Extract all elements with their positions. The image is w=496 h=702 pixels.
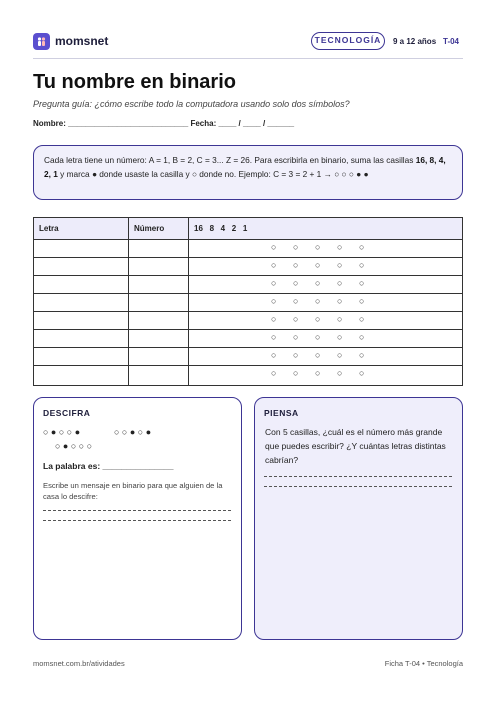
binary-code-1: ○ ● ○ ○ ● [43,427,81,437]
guiding-question: Pregunta guía: ¿cómo escribe todo la computadora usando solo dos símbolos? [33,99,350,109]
answer-line[interactable] [264,476,452,477]
table-row[interactable] [34,257,462,276]
answer-line[interactable] [43,510,231,511]
table-row[interactable] [34,311,462,330]
table-row[interactable] [34,239,462,258]
bit-circle[interactable]: ○ [293,332,299,342]
bit-circle[interactable]: ○ [293,296,299,306]
bit-circle[interactable]: ○ [359,296,365,306]
bit-checkboxes[interactable] [271,368,381,378]
bit-checkboxes[interactable] [271,332,381,342]
bit-circle[interactable]: ○ [315,332,321,342]
table-row[interactable] [34,275,462,294]
answer-line[interactable] [264,486,452,487]
instructions-text-1: Cada letra tiene un número: A = 1, B = 2, C = 3... Z = 26. Para escribirla en binario, suma las casillas [44,155,416,165]
bit-checkboxes[interactable] [271,260,381,270]
footer-sheet-label: Ficha T-04 • Tecnología [384,659,463,668]
table-row[interactable] [34,293,462,312]
bit-circle[interactable]: ○ [293,314,299,324]
binary-code-2: ○ ○ ● ○ ● [114,427,152,437]
binary-code-3: ○ ● ○ ○ ○ [55,441,93,451]
bit-circle[interactable]: ○ [271,278,277,288]
bit-checkboxes[interactable] [271,278,381,288]
bit-circle[interactable]: ○ [293,260,299,270]
bit-circle[interactable]: ○ [359,332,365,342]
bit-circle[interactable]: ○ [271,242,277,252]
decipher-box [33,397,242,640]
bit-circle[interactable]: ○ [271,296,277,306]
bit-circle[interactable]: ○ [337,332,343,342]
column-number: Número [134,224,165,233]
bit-circle[interactable]: ○ [271,314,277,324]
bit-circle[interactable]: ○ [271,332,277,342]
bit-circle[interactable]: ○ [315,260,321,270]
bit-circle[interactable]: ○ [315,350,321,360]
sheet-code: T-04 [443,37,460,46]
bit-circle[interactable]: ○ [337,368,343,378]
binary-table [33,217,463,386]
bit-circle[interactable]: ○ [315,278,321,288]
header-divider [33,58,463,59]
column-bits: 16 8 4 2 1 [194,224,248,233]
think-question: Con 5 casillas, ¿cuál es el número más grande que puedes escribir? ¿Y cuántas letras distintas cabrían? [265,427,446,465]
word-answer-field[interactable]: La palabra es: _______________ [43,461,174,471]
age-range: 9 a 12 años [393,37,437,46]
bit-circle[interactable]: ○ [337,260,343,270]
people-icon [36,36,47,47]
bit-circle[interactable]: ○ [315,314,321,324]
name-date-field: Nombre: ___________________________ Fecha: ____ / ____ / ______ [33,119,295,128]
think-heading: PIENSA [264,408,299,418]
bit-circle[interactable]: ○ [293,278,299,288]
bit-circle[interactable]: ○ [293,368,299,378]
table-row[interactable] [34,365,462,383]
bit-circle[interactable]: ○ [337,278,343,288]
instructions-text-2: y marca ● donde usaste la casilla y ○ donde no. Ejemplo: C = 3 = 2 + 1 → ○ ○ ○ ● ● [57,169,369,179]
instructions-bold-numbers: 16, 8, 4, 2, 1 [44,155,446,179]
bit-checkboxes[interactable] [271,314,381,324]
brand-name: momsnet [55,34,109,48]
bit-circle[interactable]: ○ [271,368,277,378]
page-title: Tu nombre en binario [33,71,236,93]
bit-circle[interactable]: ○ [359,350,365,360]
bit-circle[interactable]: ○ [315,296,321,306]
decipher-instruction: Escribe un mensaje en binario para que alguien de la casa lo descifre: [43,481,223,501]
bit-circle[interactable]: ○ [315,242,321,252]
bit-circle[interactable]: ○ [271,260,277,270]
table-row[interactable] [34,347,462,366]
bit-checkboxes[interactable] [271,350,381,360]
category-badge: TECNOLOGÍA [311,32,385,50]
bit-circle[interactable]: ○ [337,242,343,252]
bit-circle[interactable]: ○ [359,260,365,270]
bit-circle[interactable]: ○ [293,242,299,252]
bit-circle[interactable]: ○ [359,314,365,324]
column-letter: Letra [39,224,59,233]
decipher-heading: DESCIFRA [43,408,91,418]
answer-line[interactable] [43,520,231,521]
bit-circle[interactable]: ○ [359,278,365,288]
bit-circle[interactable]: ○ [337,296,343,306]
bit-circle[interactable]: ○ [337,350,343,360]
bit-circle[interactable]: ○ [271,350,277,360]
bit-circle[interactable]: ○ [359,368,365,378]
bit-circle[interactable]: ○ [359,242,365,252]
bit-circle[interactable]: ○ [293,350,299,360]
brand-logo [33,33,50,50]
think-box [254,397,463,640]
table-header [34,218,462,240]
bit-checkboxes[interactable] [271,242,381,252]
footer-url: momsnet.com.br/atividades [33,659,125,668]
bit-circle[interactable]: ○ [337,314,343,324]
instructions-box [33,145,463,200]
table-row[interactable] [34,329,462,348]
bit-circle[interactable]: ○ [315,368,321,378]
bit-checkboxes[interactable] [271,296,381,306]
